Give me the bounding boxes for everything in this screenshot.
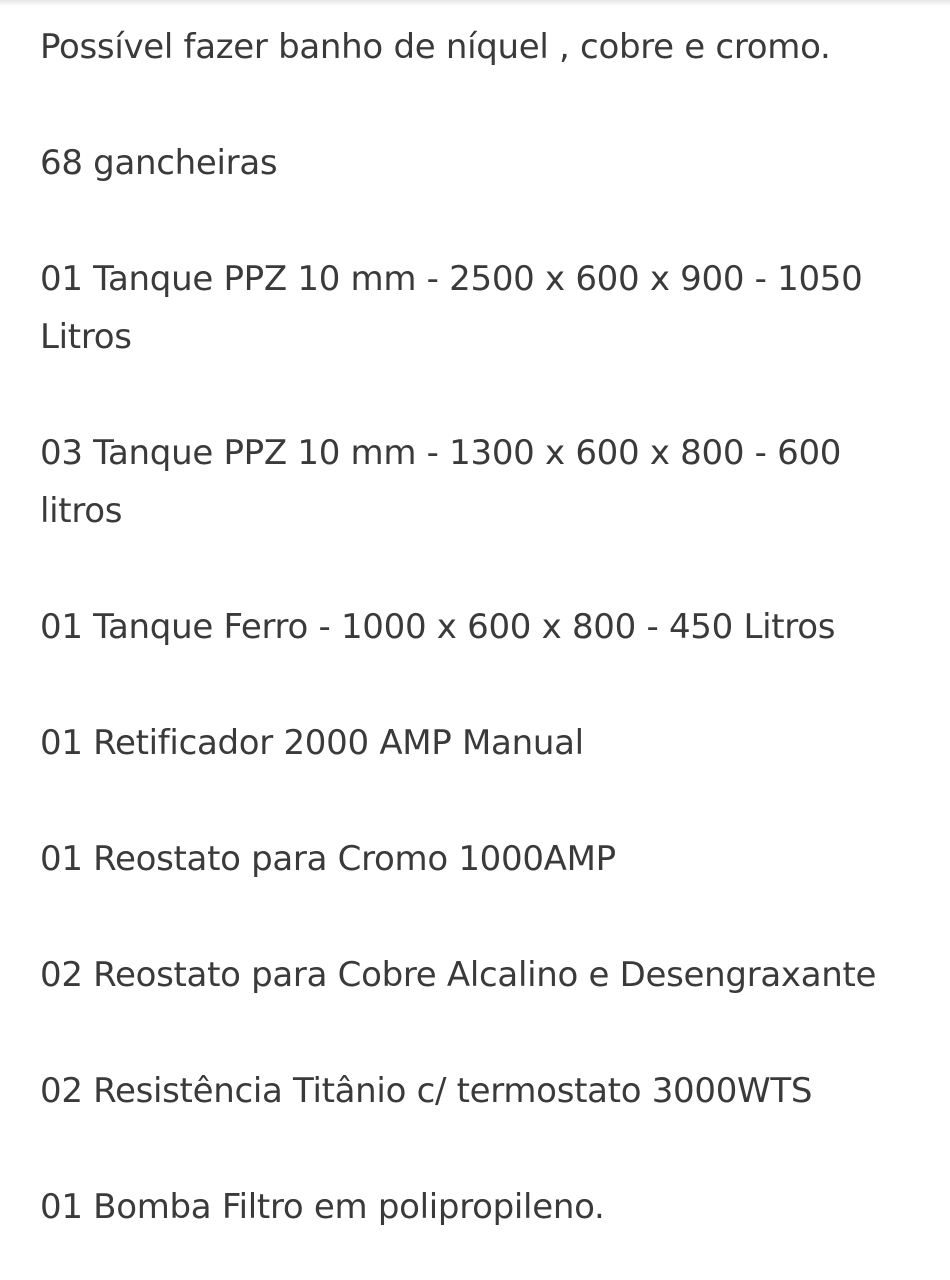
description-paragraph-racks: 68 gancheiras [40,143,278,183]
description-paragraph-ppz-tank-1050: 01 Tanque PPZ 10 mm - 2500 x 600 x 900 - 1050 Litros [40,259,863,357]
product-description [40,18,920,1236]
description-paragraph-iron-tank: 01 Tanque Ferro - 1000 x 600 x 800 - 450 Litros [40,607,836,647]
description-paragraph-ppz-tank-600: 03 Tanque PPZ 10 mm - 1300 x 600 x 800 - 600 litros [40,433,842,531]
description-paragraph-titanium-heater: 02 Resistência Titânio c/ termostato 3000WTS [40,1071,813,1111]
top-shadow [0,0,950,6]
description-paragraph-bath-types: Possível fazer banho de níquel , cobre e cromo. [40,27,831,67]
description-paragraph-rheostat-copper: 02 Reostato para Cobre Alcalino e Desengraxante [40,955,877,995]
description-paragraph-filter-pump: 01 Bomba Filtro em polipropileno. [40,1187,605,1227]
description-paragraph-rectifier: 01 Retificador 2000 AMP Manual [40,723,584,763]
description-paragraph-rheostat-chrome: 01 Reostato para Cromo 1000AMP [40,839,616,879]
